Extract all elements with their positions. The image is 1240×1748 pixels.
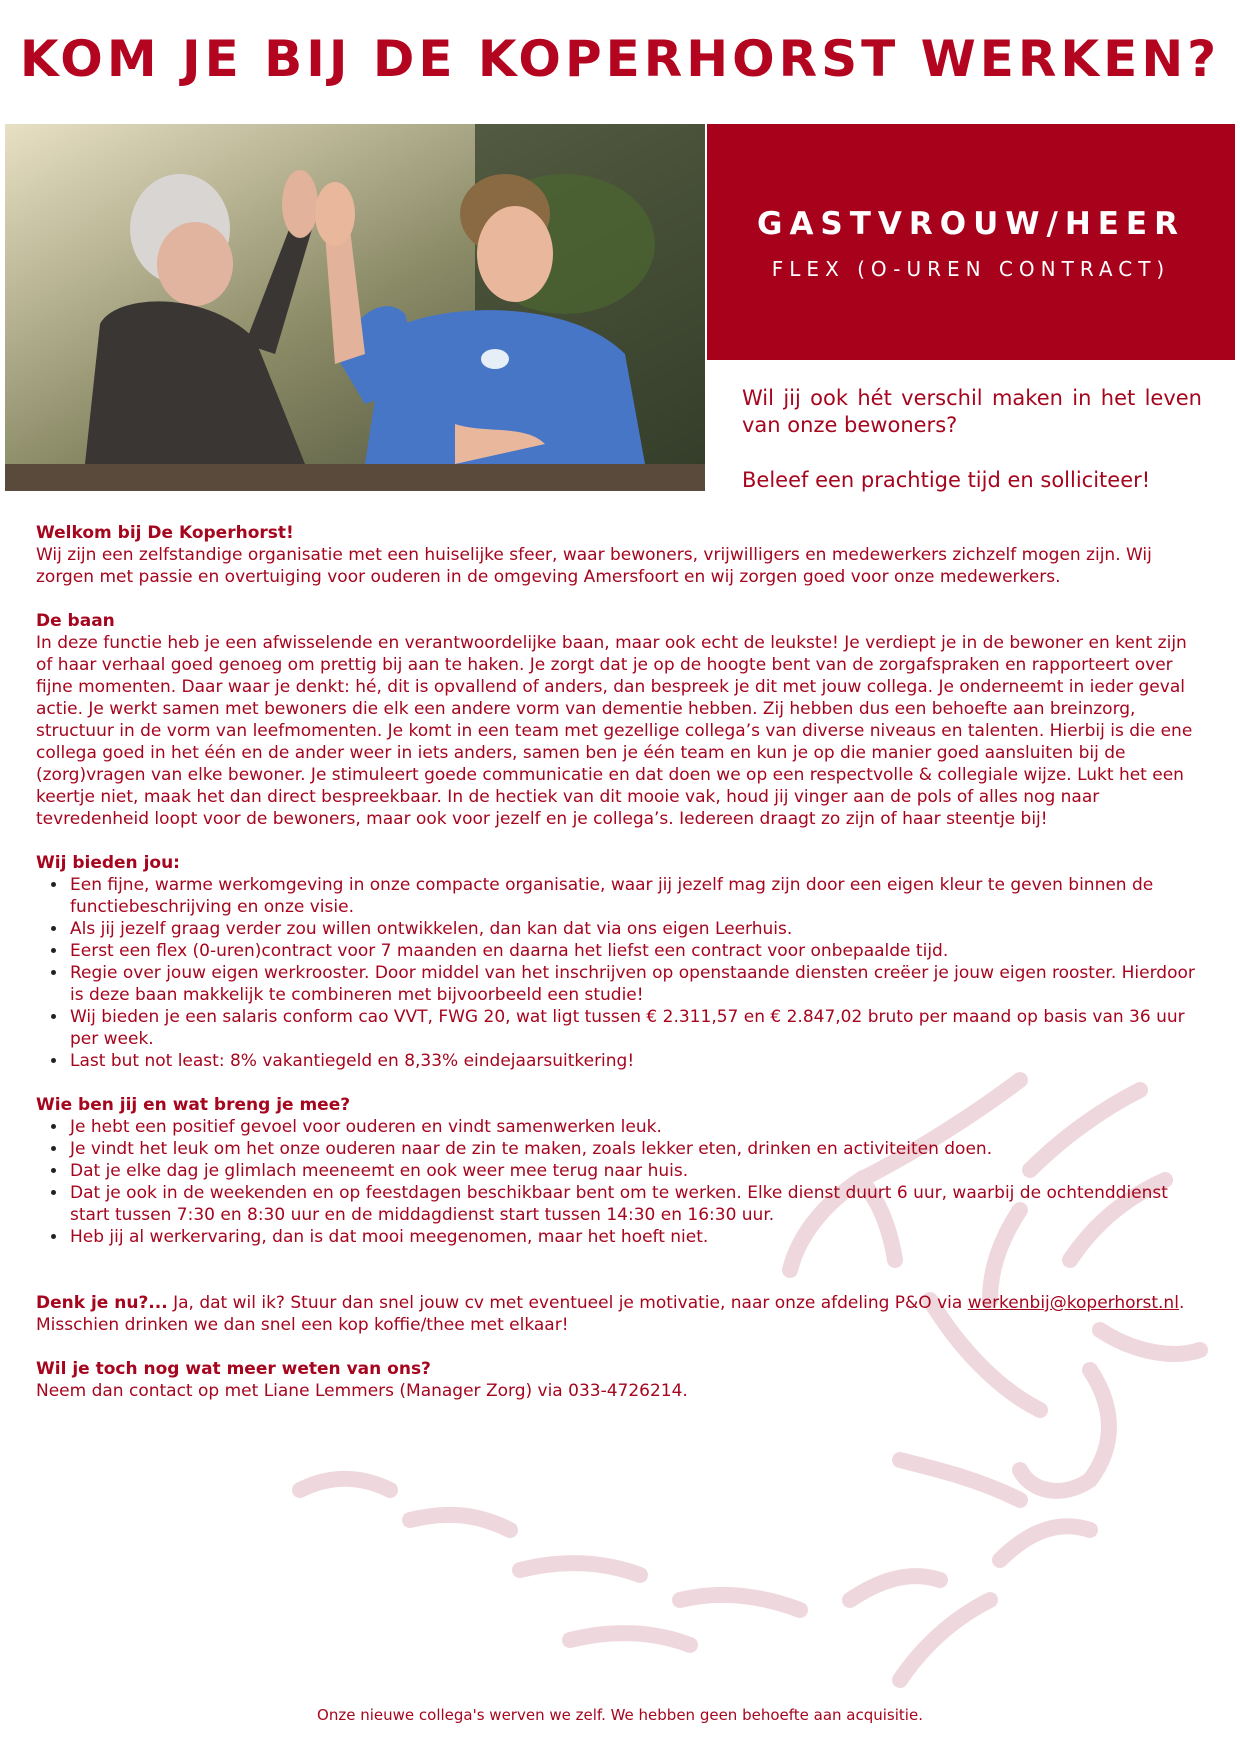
apply-text xyxy=(36,1292,1206,1314)
apply-coffee-text: Misschien drinken we dan snel een kop koffie/thee met elkaar! xyxy=(36,1315,569,1335)
profile-list xyxy=(36,1116,1206,1248)
email-link[interactable]: werkenbij@koperhorst.nl xyxy=(967,1293,1179,1313)
profile-section xyxy=(36,1094,1206,1248)
offer-heading: Wij bieden jou: xyxy=(36,853,180,873)
intro-text xyxy=(742,385,1202,522)
vacancy-body xyxy=(36,522,1206,1424)
job-heading: De baan xyxy=(36,611,115,631)
job-contract-type: FLEX (O-UREN CONTRACT) xyxy=(771,257,1171,281)
profile-item: • Je hebt een positief gevoel voor ouderen en vindt samenwerken leuk. xyxy=(68,1116,1206,1138)
contact-section xyxy=(36,1358,1206,1402)
contact-text: Neem dan contact op met Liane Lemmers (Manager Zorg) via 033-4726214. xyxy=(36,1381,688,1401)
offer-item: • Als jij jezelf graag verder zou willen ontwikkelen, dan kan dat via ons eigen Leerhuis. xyxy=(68,918,1206,940)
offer-item: • Een fijne, warme werkomgeving in onze compacte organisatie, waar jij jezelf mag zijn door een eigen kleur te geven binnen de functiebeschrijving en onze visie. xyxy=(68,874,1206,918)
job-banner xyxy=(707,124,1235,360)
welcome-heading: Welkom bij De Koperhorst! xyxy=(36,523,294,543)
offer-list xyxy=(36,874,1206,1072)
job-section xyxy=(36,610,1206,830)
profile-item: • Dat je elke dag je glimlach meeneemt en ook weer mee terug naar huis. xyxy=(68,1160,1206,1182)
job-title: GASTVROUW/HEER xyxy=(757,206,1185,242)
profile-item: • Dat je ook in de weekenden en op feestdagen beschikbaar bent om te werken. Elke dienst duurt 6 uur, waarbij de ochtenddienst start tussen 7:30 en 8:30 uur en de middagdienst start tussen 14:30 en 16:30 uur. xyxy=(68,1182,1206,1226)
photo-illustration xyxy=(5,124,705,491)
welcome-text: Wij zijn een zelfstandige organisatie met een huiselijke sfeer, waar bewoners, vrijwilligers en medewerkers zichzelf mogen zijn. Wij zorgen met passie en overtuiging voor ouderen in de omgeving Amersfoort en wij zorgen goed voor onze medewerkers. xyxy=(36,545,1152,587)
header-photo xyxy=(5,124,705,491)
welcome-section xyxy=(36,522,1206,588)
offer-item: • Regie over jouw eigen werkrooster. Door middel van het inschrijven op openstaande diensten creëer je jouw eigen rooster. Hierdoor is deze baan makkelijk te combineren met bijvoorbeeld een studie! xyxy=(68,962,1206,1006)
offer-item: • Eerst een flex (0-uren)contract voor 7 maanden en daarna het liefst een contract voor onbepaalde tijd. xyxy=(68,940,1206,962)
profile-item: • Heb jij al werkervaring, dan is dat mooi meegenomen, maar het hoeft niet. xyxy=(68,1226,1206,1248)
apply-lead: Denk je nu?... xyxy=(36,1293,168,1313)
offer-item: • Last but not least: 8% vakantiegeld en 8,33% eindejaarsuitkering! xyxy=(68,1050,1206,1072)
apply-section xyxy=(36,1292,1206,1336)
intro-question: Wil jij ook hét verschil maken in het leven van onze bewoners? xyxy=(742,386,1202,437)
footer-note: Onze nieuwe collega's werven we zelf. We hebben geen behoefte aan acquisitie. xyxy=(317,1706,923,1724)
offer-section xyxy=(36,852,1206,1072)
intro-call-to-action: Beleef een prachtige tijd en solliciteer! xyxy=(742,468,1151,492)
profile-item: • Je vindt het leuk om het onze ouderen naar de zin te maken, zoals lekker eten, drinken en activiteiten doen. xyxy=(68,1138,1206,1160)
apply-period: . xyxy=(1178,1293,1185,1313)
page-title: KOM JE BIJ DE KOPERHORST WERKEN? xyxy=(19,30,1221,88)
job-text: In deze functie heb je een afwisselende en verantwoordelijke baan, maar ook echt de leukste! Je verdiept je in de bewoner en kent zijn of haar verhaal goed genoeg om prettig bij aan te haken. Je zorgt dat je op de hoogte bent van de zorgafspraken en rapporteert over fijne momenten. Daar waar je denkt: hé, dit is opvallend of anders, dan bespreek je dit met jouw collega. Je onderneemt in ieder geval actie. Je werkt samen met bewoners die elk een andere vorm van dementie hebben. Zij hebben dus een behoefte aan breinzorg, structuur in de vorm van leefmomenten. Je komt in een team met gezellige collega’s van diverse niveaus en talenten. Hierbij is die ene collega goed in het één en de ander weer in iets anders, samen ben je één team en kun je op die manier goed aansluiten bij de (zorg)vragen van elke bewoner. Je stimuleert goede communicatie en dat doen we op een respectvolle & collegiale wijze. Lukt het een keertje niet, maak het dan direct bespreekbaar. In de hectiek van dit mooie vak, houd jij vinger aan de pols of alles nog naar tevredenheid loopt voor de bewoners, maar ook voor jezelf en je collega’s. Iedereen draagt zo zijn of haar steentje bij! xyxy=(36,633,1193,829)
profile-heading: Wie ben jij en wat breng je mee? xyxy=(36,1095,351,1115)
offer-item: • Wij bieden je een salaris conform cao VVT, FWG 20, wat ligt tussen € 2.311,57 en € 2.847,02 bruto per maand op basis van 36 uur per week. xyxy=(68,1006,1206,1050)
apply-body: Ja, dat wil ik? Stuur dan snel jouw cv met eventueel je motivatie, naar onze afdeling P&O via xyxy=(167,1293,968,1313)
contact-heading: Wil je toch nog wat meer weten van ons? xyxy=(36,1359,431,1379)
